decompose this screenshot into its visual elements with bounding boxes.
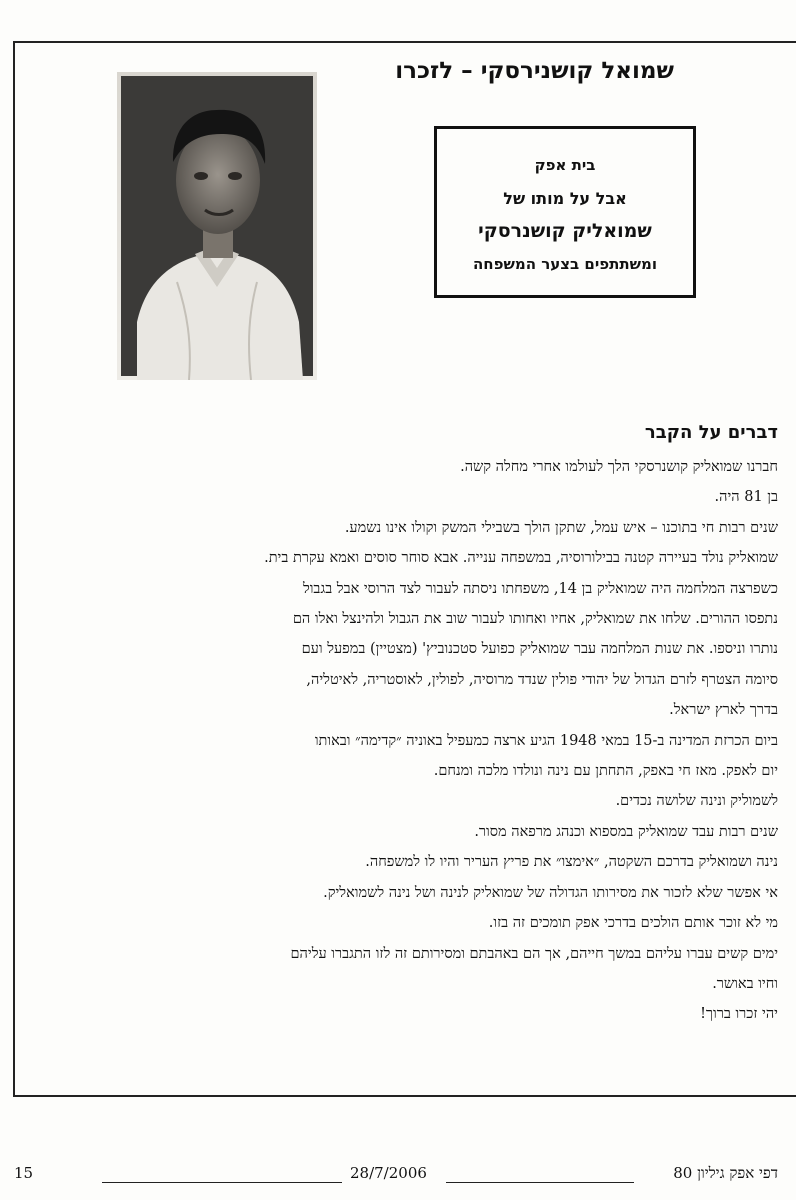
eulogy-line: נתפסו ההורים. שלחו את שמואליק, אחיו ואחותו לעבור שוב את הגבול ולהינצל ואלו הם <box>292 611 778 628</box>
eulogy-line: בן 81 היה. <box>714 489 778 506</box>
eulogy-section <box>8 420 778 1030</box>
footer-rule <box>446 1182 634 1183</box>
eulogy-line: ביום הכרזת המדינה ב-15 במאי 1948 הגיע ארצה כמעפיל באוניה ״קדימה״ ובאותו <box>314 732 778 749</box>
eulogy-line: מי לא זוכר אותם הולכים בדרכי אפק תומכים זה בזו. <box>488 915 778 932</box>
eulogy-heading: דברים על הקבר <box>644 422 778 443</box>
portrait-photo <box>117 72 317 380</box>
notice-line: ומשתתפים בצער המשפחה <box>472 255 657 273</box>
eulogy-line: יהי זכרו ברוך! <box>700 1006 778 1023</box>
notice-line: אבל על מותו של <box>503 189 627 208</box>
publication-issue: דפי אפק גיליון 80 <box>673 1164 778 1182</box>
page-footer <box>0 1160 796 1190</box>
notice-line: שמואליק קושנרסקי <box>478 220 652 242</box>
page-number: 15 <box>14 1164 34 1182</box>
issue-date: 28/7/2006 <box>350 1164 427 1182</box>
eulogy-line: שמואליק נולד בעיירה קטנה בבילורוסיה, במשפחה ענייה. אבא סוחר סוסים ואמא עקרת בית. <box>264 550 778 567</box>
condolence-notice <box>434 126 696 298</box>
eulogy-line: לשמוליק ונינה שלושה נכדים. <box>615 793 778 810</box>
eulogy-line: ימים קשים עברו עליהם במשך חייהם, אך הם באהבתם ומסירותם זה לזו התגברו עליהם <box>290 945 778 962</box>
eulogy-line: נינה ושמואליק בדרכם השקטה, ״אימצו״ את פריץ העריר והיו לו למשפחה. <box>365 854 778 871</box>
eulogy-line: אי אפשר שלא לזכור את מסירותו הגדולה של שמואליק לנינה ושל נינה לשמואליק. <box>323 884 778 901</box>
eulogy-line: חברנו שמואליק קושנרסקי הלך לעולמו אחרי מחלה קשה. <box>460 459 778 475</box>
eulogy-line: שנים רבות עבד שמואליק במספוא וכנהג מרפאה מסור. <box>474 823 778 840</box>
page-title: שמואל קושנירסקי – לזכרו <box>395 58 674 84</box>
portrait-icon <box>117 72 317 380</box>
eulogy-line: וחיו באושר. <box>712 975 778 992</box>
eulogy-line: נותרו וניספו. את שנות המלחמה עבר שמואליק כפועל סטכנוביץ' (מצטיין) במפעל ועם <box>301 641 778 658</box>
eulogy-line: כשפרצה המלחמה היה שמואליק בן 14, משפחתו ניסתה לעבור לצד הרוסי אבל בגבול <box>302 580 778 597</box>
eulogy-line: יום לאפק. מאז חי באפק, התחתן עם נינה ונולדו מלכה ומנחם. <box>433 763 778 780</box>
notice-line: בית אפק <box>534 156 596 174</box>
eulogy-line: בדרך לארץ ישראל. <box>669 702 778 719</box>
eulogy-line: שנים רבות חי בתוכנו – איש עמל, שתקן הולך בשבילי המשק וקולו אינו נשמע. <box>344 519 778 536</box>
footer-rule <box>102 1182 342 1183</box>
eulogy-line: סיומה הצטרף לזרם הגדול של יהודי פולין שנדד מרוסיה, לפולין, לאוסטריה, לאיטליה, <box>306 671 778 688</box>
